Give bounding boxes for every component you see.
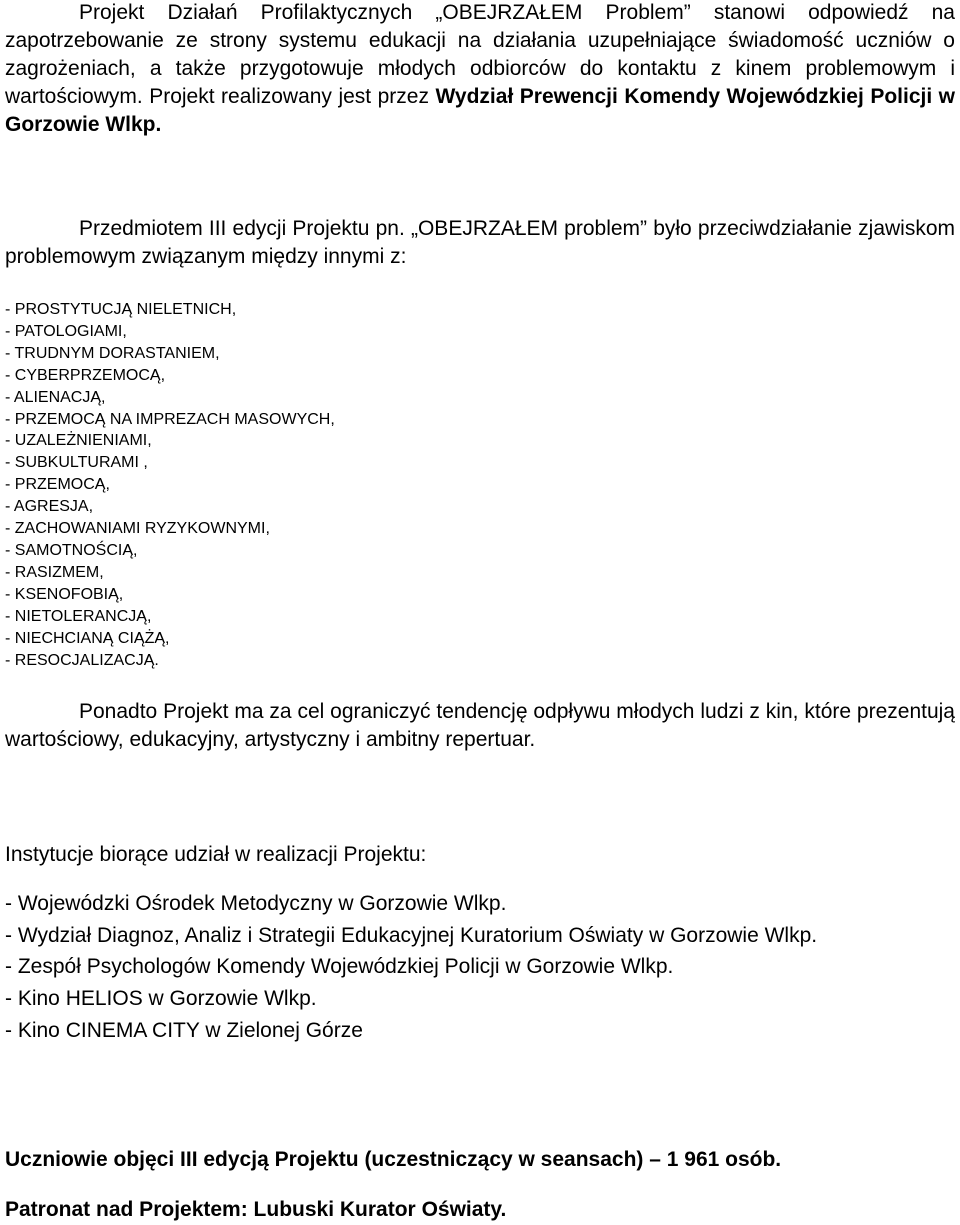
topic-item: - PRZEMOCĄ NA IMPREZACH MASOWYCH, (5, 410, 335, 428)
topic-item: - ZACHOWANIAMI RYZYKOWNYMI, (5, 520, 270, 538)
intro-text: Projekt Działań Profilaktycznych „OBEJRZAŁEM Problem” stanowi odpowiedź na zapotrzebowanie ze strony systemu edukacji na działania uzupełniające świadomość uczniów o zagrożeniach, a także przygotowuje młodych odbiorców do kontaktu z kinem problemowym i wartościowym. Projekt realizowany jest przez (5, 1, 955, 108)
goal-text: Ponadto Projekt ma za cel ograniczyć tendencję odpływu młodych ludzi z kin, które prezentują wartościowy, edukacyjny, artystyczny i ambitny repertuar. (5, 700, 955, 751)
topic-item: - PRZEMOCĄ, (5, 476, 110, 494)
topic-item: - SAMOTNOŚCIĄ, (5, 541, 138, 559)
institution-item: - Zespół Psychologów Komendy Wojewódzkiej Policji w Gorzowie Wlkp. (5, 955, 674, 979)
topic-item: - AGRESJA, (5, 498, 94, 516)
subject-text: Przedmiotem III edycji Projektu pn. „OBEJRZAŁEM problem” było przeciwdziałanie zjawiskom problemowym związanym między innymi z: (5, 217, 955, 268)
topic-item: - NIETOLERANCJĄ, (5, 607, 152, 625)
institution-item: - Kino HELIOS w Gorzowie Wlkp. (5, 987, 317, 1011)
topic-item: - RESOCJALIZACJĄ. (5, 651, 159, 669)
institution-item: - Wydział Diagnoz, Analiz i Strategii Edukacyjnej Kuratorium Oświaty w Gorzowie Wlkp. (5, 923, 818, 947)
topic-item: - SUBKULTURAMI , (5, 454, 148, 472)
institution-item: - Kino CINEMA CITY w Zielonej Górze (5, 1018, 363, 1042)
topic-item: - UZALEŻNIENIAMI, (5, 432, 152, 450)
topic-item: - TRUDNYM DORASTANIEM, (5, 344, 220, 362)
goal-paragraph (5, 698, 955, 754)
intro-paragraph (5, 0, 955, 139)
organizer-name: Wydział Prewencji Komendy Wojewódzkiej Policji w Gorzowie Wlkp. (5, 85, 956, 136)
patronage-line: Patronat nad Projektem: Lubuski Kurator Oświaty. (5, 1198, 507, 1221)
topic-item: - RASIZMEM, (5, 563, 104, 581)
topic-item: - NIECHCIANĄ CIĄŻĄ, (5, 629, 170, 647)
topic-item: - PATOLOGIAMI, (5, 322, 127, 340)
topic-item: - KSENOFOBIĄ, (5, 585, 124, 603)
topic-item: - ALIENACJĄ, (5, 388, 106, 406)
subject-paragraph (5, 215, 955, 271)
institutions-heading: Instytucje biorące udział w realizacji Projektu: (5, 843, 427, 866)
topic-item: - PROSTYTUCJĄ NIELETNICH, (5, 301, 237, 318)
institution-item: - Wojewódzki Ośrodek Metodyczny w Gorzowie Wlkp. (5, 892, 507, 915)
students-count: Uczniowie objęci III edycją Projektu (uczestniczący w seansach) – 1 961 osób. (5, 1148, 782, 1171)
topics-list (5, 299, 955, 671)
topic-item: - CYBERPRZEMOCĄ, (5, 366, 166, 384)
institutions-list (5, 888, 817, 1047)
